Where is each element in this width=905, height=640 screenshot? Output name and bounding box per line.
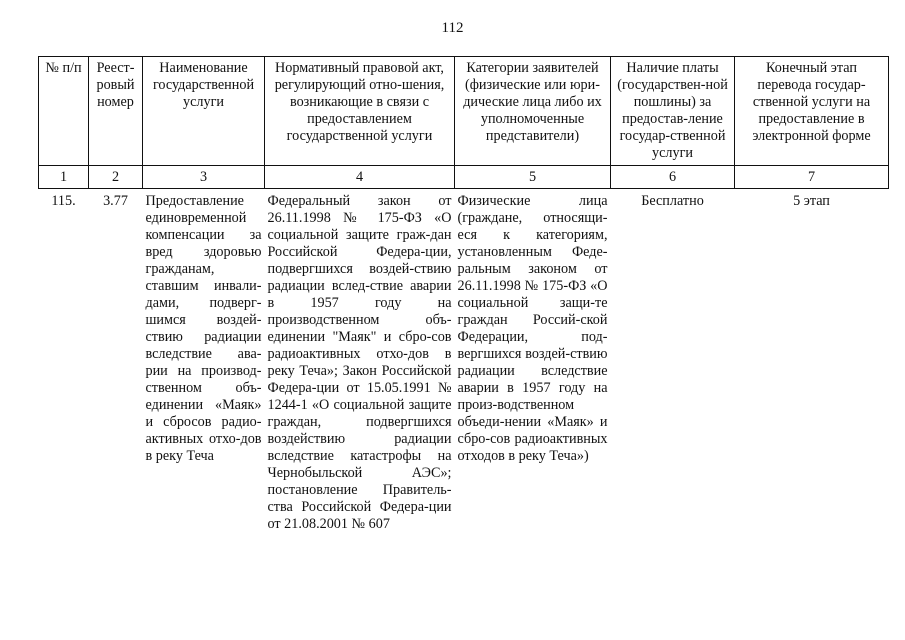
column-number: 5 bbox=[455, 166, 611, 189]
row-service-name: Предоставление единовременной компенсации за вред здоровью гражданам, ставшим инвали-дами, подверг-шимся воздей-ствию радиации вследствие ава-рии на производ-ственном объ-единении «Маяк» и сбросов радио-активных отхо-дов в реку Теча bbox=[145, 193, 262, 464]
table-header-row bbox=[39, 57, 889, 166]
header-stage: Конечный этап перевода государ-ственной услуги на предоставление в электронной форме bbox=[735, 57, 889, 166]
column-number: 2 bbox=[89, 166, 143, 189]
page-number: 112 bbox=[441, 20, 464, 36]
row-fee: Бесплатно bbox=[641, 193, 704, 209]
header-legal-act: Нормативный правовой акт, регулирующий отно-шения, возникающие в связи с предоставлением государственной услуги bbox=[265, 57, 455, 166]
table-row bbox=[39, 189, 889, 534]
column-number: 4 bbox=[265, 166, 455, 189]
header-applicants: Категории заявителей (физические или юри-дические лица либо их уполномоченные представители) bbox=[455, 57, 611, 166]
column-number: 7 bbox=[735, 166, 889, 189]
row-number: 115. bbox=[51, 193, 76, 209]
column-number-row bbox=[39, 166, 889, 189]
column-number: 1 bbox=[39, 166, 89, 189]
services-table bbox=[38, 56, 889, 533]
header-fee: Наличие платы (государствен-ной пошлины) за предостав-ление государ-ственной услуги bbox=[611, 57, 735, 166]
column-number: 3 bbox=[143, 166, 265, 189]
row-applicants: Физические лица (граждане, относящи-еся к категориям, установленным Феде-ральным законом от 26.11.1998 № 175-ФЗ «О социальной защи-те граждан Россий-ской Федерации, под-вергшихся воздей-ствию радиации вследствие аварии в 1957 году на произ-водственном объеди-нении «Маяк» и сбро-сов радиоактивных отходов в реку Теча») bbox=[457, 193, 608, 464]
row-registry-number: 3.77 bbox=[103, 193, 128, 209]
column-number: 6 bbox=[611, 166, 735, 189]
row-stage: 5 этап bbox=[793, 193, 830, 209]
row-legal-act: Федеральный закон от 26.11.1998 № 175-ФЗ «О социальной защите граж-дан Российской Федера-ции, подвергшихся воздей-ствию радиации вслед-ствие аварии в 1957 году на производственном объ-единении "Маяк" и сбро-сов радиоактивных отхо-дов в реку Теча»; Закон Российской Федера-ции от 15.05.1991 № 1244-1 «О социальной защите граждан, подвергшихся воздействию радиации вследствие катастрофы на Чернобыльской АЭС»; постановление Правитель-ства Российской Федера-ции от 21.08.2001 № 607 bbox=[267, 193, 452, 532]
header-registry: Реест-ровый номер bbox=[89, 57, 143, 166]
header-service-name: Наименование государственной услуги bbox=[143, 57, 265, 166]
header-num: № п/п bbox=[39, 57, 89, 166]
